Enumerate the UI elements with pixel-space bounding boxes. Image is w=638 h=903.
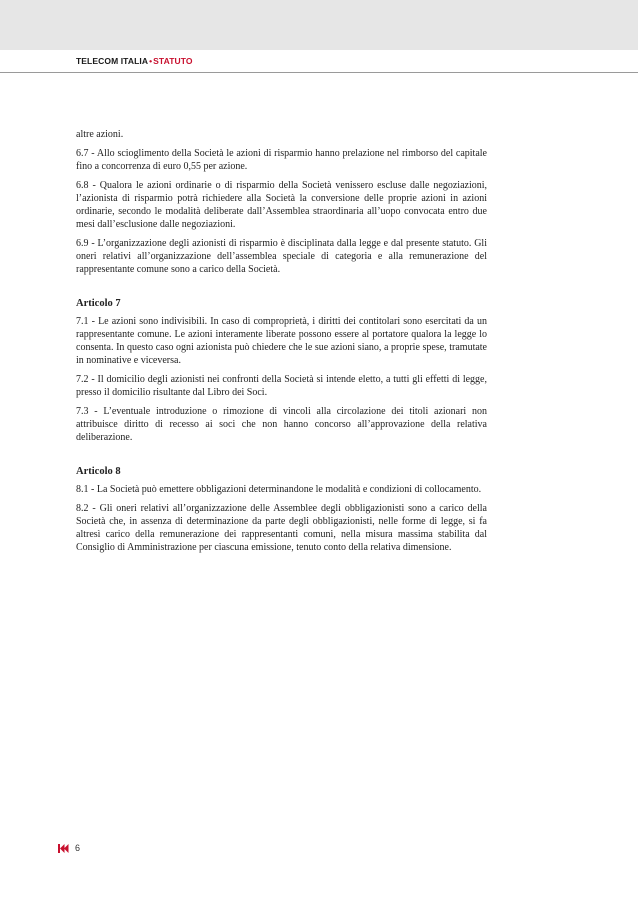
paragraph-8-2: 8.2 - Gli oneri relativi all’organizzazione delle Assemblee degli obbligazionisti sono a carico della Società che, in assenza di determinazione da parte degli obbligazionisti, nelle forme di legge, si fa altresì carico della remunerazione dei rappresentanti comuni, nella misura massima stabilita dal Consiglio di Amministrazione per ciascuna emissione, tenuto conto della relativa dimensione.	[76, 503, 487, 553]
paragraph-6-8: 6.8 - Qualora le azioni ordinarie o di risparmio della Società venissero escluse dalle negoziazioni, l’azionista di risparmio potrà richiedere alla Società la conversione delle proprie azioni in azioni ordinarie, secondo le modalità deliberate dall’Assemblea straordinaria all’uopo convocata entro due mesi dall’esclusione dalle negoziazioni.	[76, 180, 487, 230]
paragraph-6-9: 6.9 - L’organizzazione degli azionisti di risparmio è disciplinata dalla legge e dal presente statuto. Gli oneri relativi all’organizzazione dell’assemblea speciale di categoria e alla remunerazione del rappresentante comune sono a carico della Società.	[76, 238, 487, 275]
first-page-icon[interactable]	[58, 844, 69, 855]
paragraph-8-1: 8.1 - La Società può emettere obbligazioni determinandone le modalità e condizioni di collocamento.	[76, 484, 482, 495]
article-8-heading: Articolo 8	[76, 466, 121, 477]
paragraph-6-7: 6.7 - Allo scioglimento della Società le azioni di risparmio hanno prelazione nel rimborso del capitale fino a concorrenza di euro 0,55 per azione.	[76, 148, 487, 172]
header-title	[76, 56, 193, 66]
page-number: 6	[75, 843, 81, 853]
running-header	[0, 50, 638, 73]
header-section: STATUTO	[153, 56, 193, 66]
paragraph-continuation: altre azioni.	[76, 129, 124, 140]
paragraph-7-2: 7.2 - Il domicilio degli azionisti nei confronti della Società si intende eletto, a tutti gli effetti di legge, presso il domicilio risultante dal Libro dei Soci.	[76, 374, 487, 398]
article-7-heading: Articolo 7	[76, 298, 121, 309]
paragraph-7-1: 7.1 - Le azioni sono indivisibili. In caso di comproprietà, i diritti dei contitolari sono esercitati da un rappresentante comune. Le azioni interamente liberate possono essere al portatore qualora la legge lo consenta. In questo caso ogni azionista può chiedere che le sue azioni siano, a proprie spese, tramutate in nominative e viceversa.	[76, 316, 487, 366]
header-company: TELECOM ITALIA	[76, 56, 149, 66]
paragraph-7-3: 7.3 - L’eventuale introduzione o rimozione di vincoli alla circolazione dei titoli azionari non attribuisce diritto di recesso ai soci che non hanno concorso all’approvazione della relativa deliberazione.	[76, 406, 487, 443]
document-body	[76, 128, 487, 560]
header-separator: •	[149, 56, 153, 66]
top-band	[0, 0, 638, 51]
